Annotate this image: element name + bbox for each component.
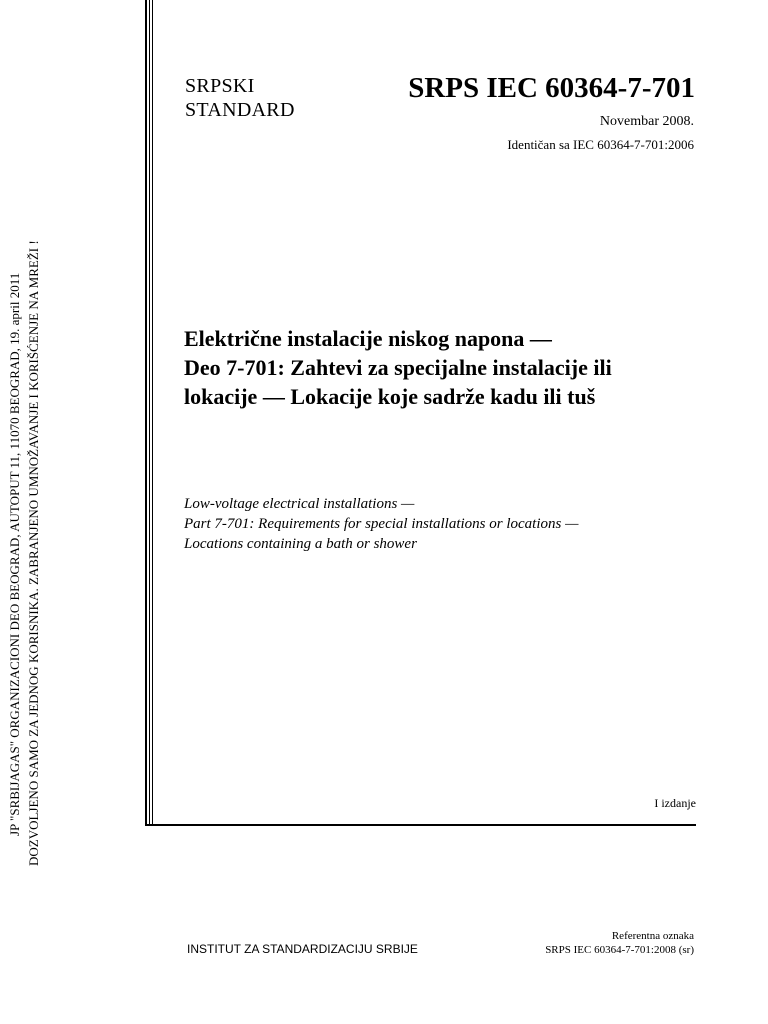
serbian-title xyxy=(184,324,744,411)
side-watermark xyxy=(0,0,60,1024)
standard-label-line2: STANDARD xyxy=(185,99,295,121)
standard-label xyxy=(185,74,295,122)
vertical-rule xyxy=(145,0,147,826)
license-restriction-text: DOZVOLJENO SAMO ZA JEDNOG KORISNIKA. ZABRANJENO UMNOŽAVANJE I KORIŠĆENJE NA MREŽI ! xyxy=(26,240,41,866)
english-title-line: Low-voltage electrical installations — xyxy=(184,496,415,512)
publication-date: Novembar 2008. xyxy=(599,114,694,129)
english-title-line: Locations containing a bath or shower xyxy=(184,536,417,552)
license-holder-text: JP "SRBIJAGAS" ORGANIZACIONI DEO BEOGRAD, AUTOPUT 11, 11070 BEOGRAD, 19. april 2011 xyxy=(7,272,22,836)
institute-name: INSTITUT ZA STANDARDIZACIJU SRBIJE xyxy=(187,942,418,956)
vertical-rule xyxy=(152,0,153,826)
english-title xyxy=(184,494,744,554)
horizontal-rule xyxy=(145,824,696,826)
document-number: SRPS IEC 60364-7-701 xyxy=(408,72,695,104)
english-title-line: Part 7-701: Requirements for special installations or locations — xyxy=(184,516,579,532)
vertical-rule xyxy=(149,0,150,826)
standard-label-line1: SRPSKI xyxy=(185,75,255,97)
serbian-title-line: Električne instalacije niskog napona — xyxy=(184,326,552,351)
serbian-title-line: lokacije — Lokacije koje sadrže kadu ili tuš xyxy=(184,384,596,409)
reference-value: SRPS IEC 60364-7-701:2008 (sr) xyxy=(545,944,694,956)
identical-with-note: Identičan sa IEC 60364-7-701:2006 xyxy=(507,137,694,152)
reference-label: Referentna oznaka xyxy=(611,930,694,942)
serbian-title-line: Deo 7-701: Zahtevi za specijalne instalacije ili xyxy=(184,355,612,380)
edition-label: I izdanje xyxy=(654,796,696,810)
